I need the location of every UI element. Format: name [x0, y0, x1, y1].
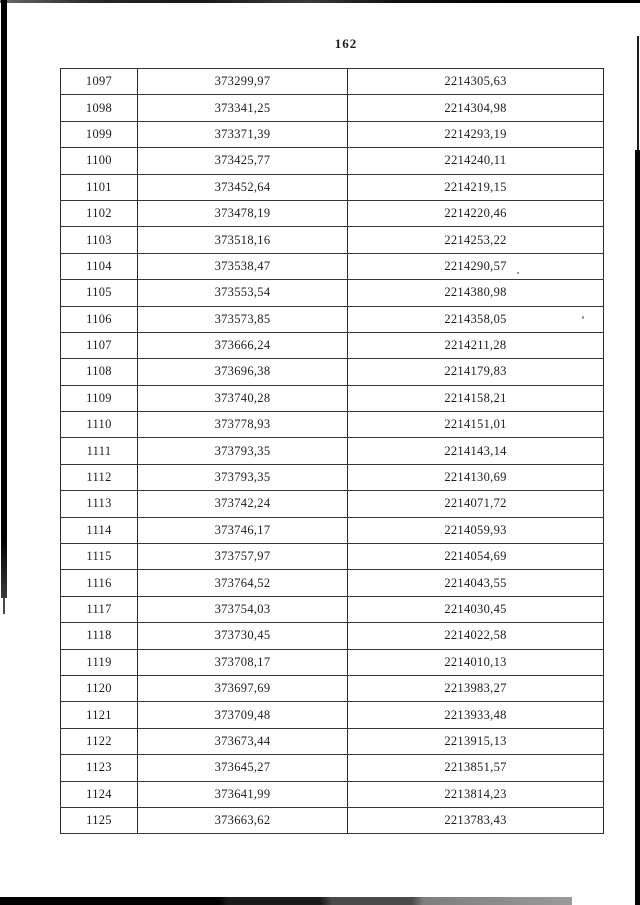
y-coordinate-cell: 2214022,58 — [348, 623, 604, 649]
point-number-cell: 1118 — [61, 623, 138, 649]
y-coordinate-cell: 2214219,15 — [348, 174, 604, 200]
point-number-cell: 1097 — [61, 69, 138, 95]
table-row — [61, 623, 604, 649]
y-coordinate-cell: 2214030,45 — [348, 596, 604, 622]
point-number-cell: 1105 — [61, 280, 138, 306]
x-coordinate-cell: 373518,16 — [138, 227, 348, 253]
x-coordinate-cell: 373757,97 — [138, 544, 348, 570]
x-coordinate-cell: 373553,54 — [138, 280, 348, 306]
x-coordinate-cell: 373730,45 — [138, 623, 348, 649]
y-coordinate-cell: 2213983,27 — [348, 675, 604, 701]
scan-edge-bottom — [0, 897, 572, 905]
point-number-cell: 1107 — [61, 332, 138, 358]
table-row — [61, 649, 604, 675]
point-number-cell: 1113 — [61, 491, 138, 517]
table-row — [61, 596, 604, 622]
x-coordinate-cell: 373696,38 — [138, 359, 348, 385]
coordinate-table — [60, 68, 604, 834]
scan-edge-left — [1, 0, 7, 598]
point-number-cell: 1103 — [61, 227, 138, 253]
point-number-cell: 1114 — [61, 517, 138, 543]
point-number-cell: 1112 — [61, 464, 138, 490]
x-coordinate-cell: 373746,17 — [138, 517, 348, 543]
table-row — [61, 121, 604, 147]
point-number-cell: 1122 — [61, 728, 138, 754]
y-coordinate-cell: 2214211,28 — [348, 332, 604, 358]
y-coordinate-cell: 2214253,22 — [348, 227, 604, 253]
x-coordinate-cell: 373673,44 — [138, 728, 348, 754]
x-coordinate-cell: 373425,77 — [138, 148, 348, 174]
y-coordinate-cell: 2214380,98 — [348, 280, 604, 306]
point-number-cell: 1102 — [61, 200, 138, 226]
table-row — [61, 517, 604, 543]
table-row — [61, 253, 604, 279]
y-coordinate-cell: 2213814,23 — [348, 781, 604, 807]
table-row — [61, 675, 604, 701]
table-row — [61, 227, 604, 253]
table-row — [61, 570, 604, 596]
y-coordinate-cell: 2214240,11 — [348, 148, 604, 174]
x-coordinate-cell: 373754,03 — [138, 596, 348, 622]
table-row — [61, 412, 604, 438]
table-row — [61, 95, 604, 121]
table-row — [61, 385, 604, 411]
x-coordinate-cell: 373709,48 — [138, 702, 348, 728]
table-row — [61, 200, 604, 226]
y-coordinate-cell: 2214179,83 — [348, 359, 604, 385]
x-coordinate-cell: 373341,25 — [138, 95, 348, 121]
table-row — [61, 438, 604, 464]
y-coordinate-cell: 2213915,13 — [348, 728, 604, 754]
x-coordinate-cell: 373645,27 — [138, 755, 348, 781]
scan-edge-left-tail — [3, 598, 5, 614]
x-coordinate-cell: 373764,52 — [138, 570, 348, 596]
table-row — [61, 306, 604, 332]
scan-edge-right-thin — [637, 36, 639, 156]
point-number-cell: 1116 — [61, 570, 138, 596]
x-coordinate-cell: 373299,97 — [138, 69, 348, 95]
x-coordinate-cell: 373793,35 — [138, 464, 348, 490]
table-row — [61, 148, 604, 174]
x-coordinate-cell: 373708,17 — [138, 649, 348, 675]
y-coordinate-cell: 2214293,19 — [348, 121, 604, 147]
y-coordinate-cell: 2213851,57 — [348, 755, 604, 781]
x-coordinate-cell: 373666,24 — [138, 332, 348, 358]
point-number-cell: 1111 — [61, 438, 138, 464]
point-number-cell: 1106 — [61, 306, 138, 332]
x-coordinate-cell: 373793,35 — [138, 438, 348, 464]
y-coordinate-cell: 2214071,72 — [348, 491, 604, 517]
x-coordinate-cell: 373371,39 — [138, 121, 348, 147]
table-row — [61, 702, 604, 728]
table-row — [61, 781, 604, 807]
y-coordinate-cell: 2214220,46 — [348, 200, 604, 226]
table-row — [61, 332, 604, 358]
page-number: 162 — [334, 36, 358, 51]
y-coordinate-cell: 2214358,05 — [348, 306, 604, 332]
y-coordinate-cell: 2214143,14 — [348, 438, 604, 464]
point-number-cell: 1110 — [61, 412, 138, 438]
point-number-cell: 1119 — [61, 649, 138, 675]
scan-edge-right — [635, 150, 640, 905]
table-row — [61, 69, 604, 95]
table-row — [61, 807, 604, 833]
table-row — [61, 544, 604, 570]
x-coordinate-cell: 373478,19 — [138, 200, 348, 226]
point-number-cell: 1099 — [61, 121, 138, 147]
coordinate-table-body — [61, 69, 604, 834]
y-coordinate-cell: 2214305,63 — [348, 69, 604, 95]
y-coordinate-cell: 2214304,98 — [348, 95, 604, 121]
x-coordinate-cell: 373663,62 — [138, 807, 348, 833]
x-coordinate-cell: 373778,93 — [138, 412, 348, 438]
x-coordinate-cell: 373641,99 — [138, 781, 348, 807]
point-number-cell: 1123 — [61, 755, 138, 781]
x-coordinate-cell: 373697,69 — [138, 675, 348, 701]
point-number-cell: 1100 — [61, 148, 138, 174]
point-number-cell: 1101 — [61, 174, 138, 200]
point-number-cell: 1124 — [61, 781, 138, 807]
x-coordinate-cell: 373742,24 — [138, 491, 348, 517]
point-number-cell: 1120 — [61, 675, 138, 701]
y-coordinate-cell: 2213783,43 — [348, 807, 604, 833]
point-number-cell: 1098 — [61, 95, 138, 121]
point-number-cell: 1115 — [61, 544, 138, 570]
x-coordinate-cell: 373538,47 — [138, 253, 348, 279]
y-coordinate-cell: 2214130,69 — [348, 464, 604, 490]
table-row — [61, 464, 604, 490]
x-coordinate-cell: 373740,28 — [138, 385, 348, 411]
table-row — [61, 755, 604, 781]
y-coordinate-cell: 2214043,55 — [348, 570, 604, 596]
table-row — [61, 174, 604, 200]
y-coordinate-cell: 2214151,01 — [348, 412, 604, 438]
scan-edge-top — [0, 0, 640, 3]
point-number-cell: 1121 — [61, 702, 138, 728]
point-number-cell: 1125 — [61, 807, 138, 833]
point-number-cell: 1117 — [61, 596, 138, 622]
point-number-cell: 1109 — [61, 385, 138, 411]
x-coordinate-cell: 373573,85 — [138, 306, 348, 332]
table-row — [61, 280, 604, 306]
y-coordinate-cell: 2214158,21 — [348, 385, 604, 411]
y-coordinate-cell: 2214059,93 — [348, 517, 604, 543]
y-coordinate-cell: 2214010,13 — [348, 649, 604, 675]
y-coordinate-cell: 2213933,48 — [348, 702, 604, 728]
x-coordinate-cell: 373452,64 — [138, 174, 348, 200]
point-number-cell: 1104 — [61, 253, 138, 279]
point-number-cell: 1108 — [61, 359, 138, 385]
table-row — [61, 359, 604, 385]
y-coordinate-cell: 2214054,69 — [348, 544, 604, 570]
y-coordinate-cell: 2214290,57 — [348, 253, 604, 279]
table-row — [61, 491, 604, 517]
table-row — [61, 728, 604, 754]
